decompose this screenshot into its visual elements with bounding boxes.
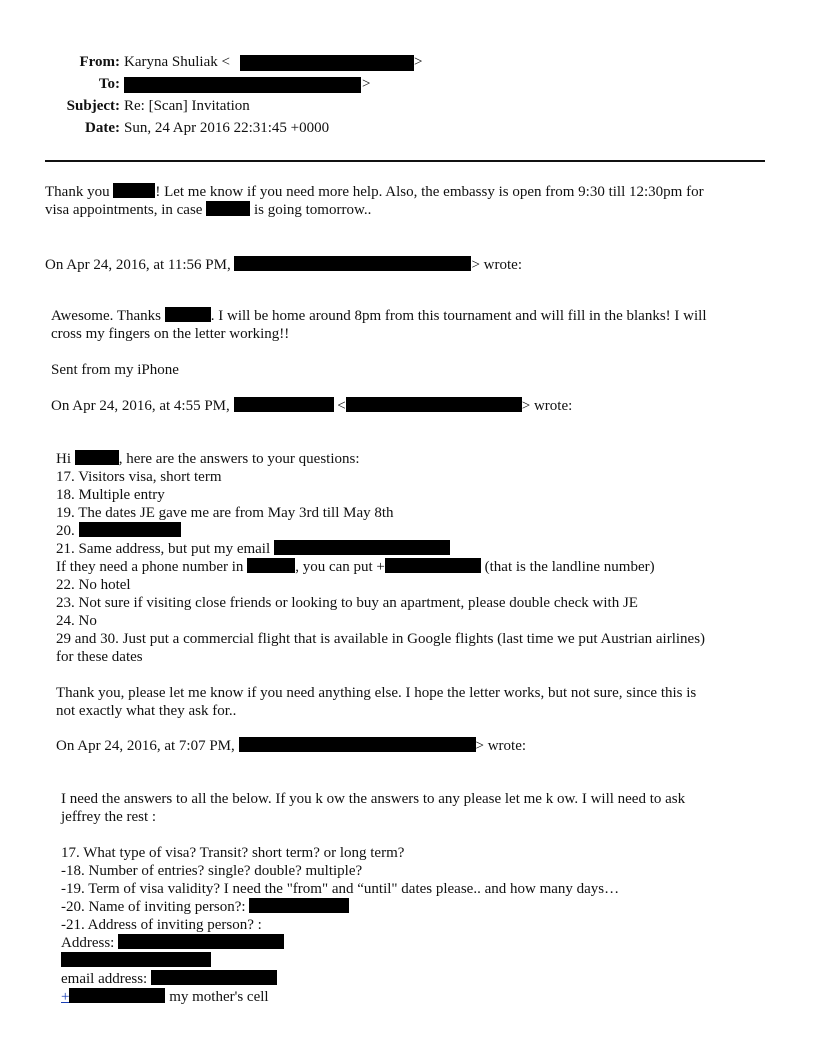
redaction	[61, 952, 211, 967]
redaction	[206, 201, 250, 216]
redaction	[75, 450, 119, 465]
redaction	[165, 307, 211, 322]
answer-24: 24. No	[56, 613, 97, 629]
answer-18: 18. Multiple entry	[56, 487, 165, 503]
msg1-text: ! Let me know if you need more help. Also, the embassy is open from 9:30 till 12:30pm for	[155, 184, 704, 200]
phone-text: (that is the landline number)	[480, 559, 655, 575]
redaction	[234, 256, 471, 271]
subject-label: Subject:	[66, 98, 120, 114]
quote-header-3	[56, 737, 526, 755]
subject-value: Re: [Scan] Invitation	[124, 98, 250, 114]
answer-19: 19. The dates JE gave me are from May 3rd till May 8th	[56, 505, 394, 521]
to-label: To:	[98, 76, 120, 92]
redaction	[113, 183, 155, 198]
redaction	[79, 522, 181, 537]
quote-header-1	[45, 256, 522, 274]
from-name: Karyna Shuliak <	[124, 54, 230, 70]
answer-17: 17. Visitors visa, short term	[56, 469, 222, 485]
answer-20: 20.	[56, 523, 79, 539]
answer-22: 22. No hotel	[56, 577, 131, 593]
redaction	[346, 397, 522, 412]
quote-prefix: On Apr 24, 2016, at 7:07 PM,	[56, 738, 239, 754]
date-label: Date:	[85, 120, 120, 136]
redaction-from-email	[240, 55, 414, 71]
thanks-text: not exactly what they ask for..	[56, 703, 237, 719]
msg1-text: is going tomorrow..	[250, 202, 372, 218]
redaction-to-address	[124, 77, 361, 93]
message-3	[56, 450, 705, 720]
quote-suffix: > wrote:	[471, 257, 522, 273]
quote-mid: <	[333, 398, 346, 414]
redaction	[151, 970, 277, 985]
answer-23: 23. Not sure if visiting close friends or looking to buy an apartment, please double check with JE	[56, 595, 638, 611]
quote-prefix: On Apr 24, 2016, at 11:56 PM,	[45, 257, 235, 273]
quote-prefix: On Apr 24, 2016, at 4:55 PM,	[51, 398, 234, 414]
quote-suffix: > wrote:	[475, 738, 527, 754]
date-value: Sun, 24 Apr 2016 22:31:45 +0000	[124, 120, 330, 136]
redaction	[234, 397, 334, 412]
question-17: 17. What type of visa? Transit? short term? or long term?	[61, 845, 405, 861]
question-20: -20. Name of inviting person?:	[61, 899, 250, 915]
msg2-text: cross my fingers on the letter working!!	[51, 326, 290, 342]
from-close: >	[414, 54, 423, 70]
address-label: Address:	[61, 935, 119, 951]
message-2	[51, 307, 707, 379]
header-divider	[45, 160, 765, 162]
phone-text: , you can put +	[295, 559, 385, 575]
redaction	[69, 988, 165, 1003]
msg1-text: visa appointments, in case	[45, 202, 207, 218]
quote-suffix: > wrote:	[521, 398, 573, 414]
redaction	[274, 540, 450, 555]
answer-29-30: 29 and 30. Just put a commercial flight that is available in Google flights (last time we put Austrian airlines)	[56, 631, 706, 647]
cell-label: my mother's cell	[165, 989, 269, 1005]
message-4	[61, 790, 685, 1006]
quote-header-2	[51, 397, 572, 415]
from-label: From:	[79, 54, 120, 70]
phone-link[interactable]: +	[61, 989, 70, 1005]
message-1	[45, 183, 704, 219]
answer-21: 21. Same address, but put my email	[56, 541, 274, 557]
msg3-text: Hi	[56, 451, 75, 467]
question-18: -18. Number of entries? single? double? multiple?	[61, 863, 363, 879]
signature: Sent from my iPhone	[51, 362, 179, 378]
msg2-text: Awesome. Thanks	[51, 308, 165, 324]
redaction	[118, 934, 284, 949]
msg2-text: . I will be home around 8pm from this tournament and will fill in the blanks! I will	[210, 308, 707, 324]
thanks-text: Thank you, please let me know if you need anything else. I hope the letter works, but not sure, since this is	[56, 685, 697, 701]
email-label: email address:	[61, 971, 151, 987]
question-19: -19. Term of visa validity? I need the "from" and “until" dates please.. and how many days…	[61, 881, 620, 897]
msg1-text: Thank you	[45, 184, 114, 200]
to-close: >	[362, 76, 371, 92]
msg4-intro: I need the answers to all the below. If you k ow the answers to any please let me k ow. I will need to ask	[61, 791, 686, 807]
msg4-intro: jeffrey the rest :	[61, 809, 157, 825]
redaction	[239, 737, 476, 752]
msg3-text: , here are the answers to your questions:	[118, 451, 360, 467]
phone-text: If they need a phone number in	[56, 559, 248, 575]
redaction	[247, 558, 295, 573]
redaction	[385, 558, 481, 573]
question-21: -21. Address of inviting person? :	[61, 917, 262, 933]
answer-29-30: for these dates	[56, 649, 143, 665]
redaction	[249, 898, 349, 913]
